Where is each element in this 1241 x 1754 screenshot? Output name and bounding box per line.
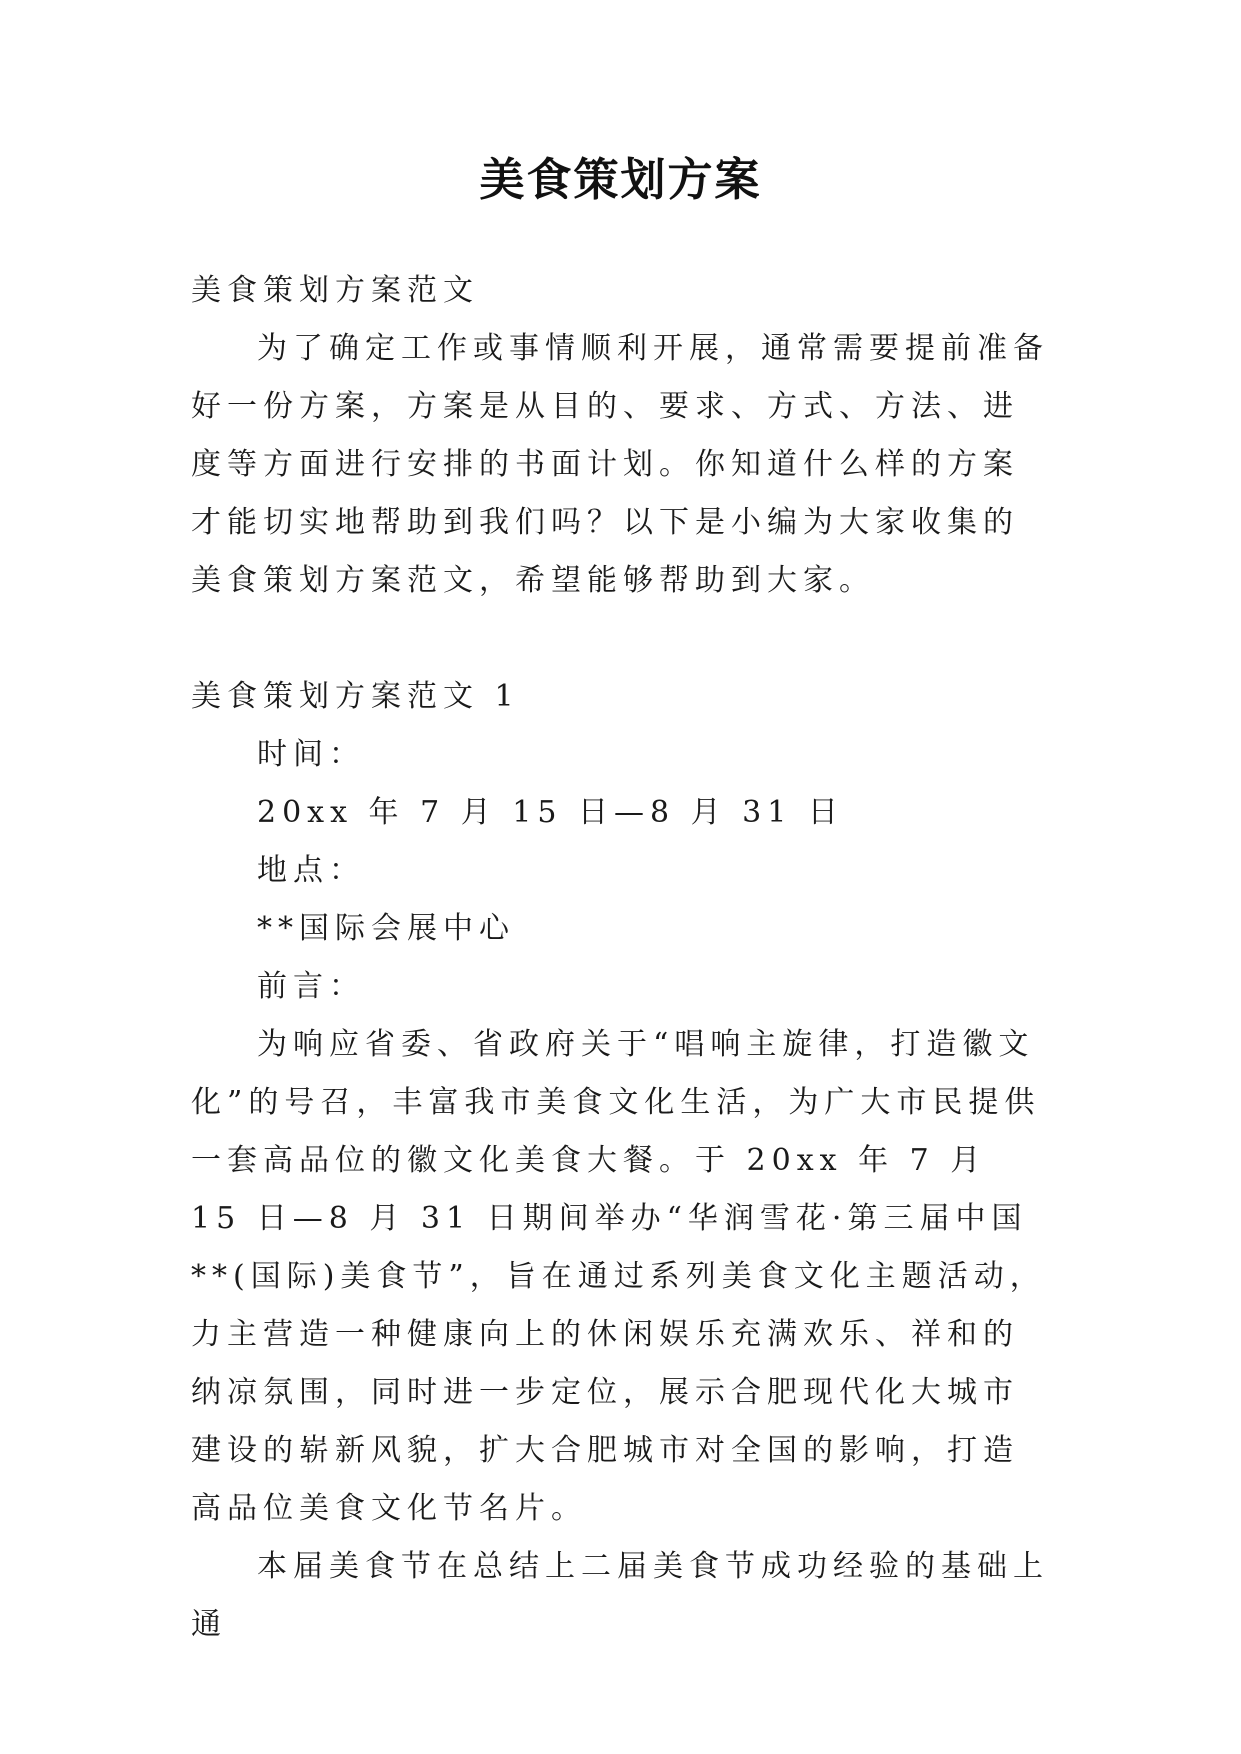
preface-paragraph: 为响应省委、省政府关于“唱响主旋律，打造徽文化”的号召，丰富我市美食文化生活，为广大市民提供一套高品位的徽文化美食大餐。于 20xx 年 7 月 15 日—8 月 31 日期间举办“华润雪花·第三届中国**(国际)美食节”，旨在通过系列美食文化主题活动，力主营造一种健康向上的休闲娱乐充满欢乐、祥和的纳凉氛围，同时进一步定位，展示合肥现代化大城市建设的崭新风貌，扩大合肥城市对全国的影响，打造高品位美食文化节名片。: [191, 1027, 1046, 1526]
document-body: [191, 262, 1051, 1654]
closing-paragraph: 本届美食节在总结上二届美食节成功经验的基础上通: [191, 1549, 1049, 1642]
time-value: 20xx 年 7 月 15 日—8 月 31 日: [257, 795, 844, 830]
place-value: **国际会展中心: [257, 911, 515, 946]
intro-heading: 美食策划方案范文: [191, 273, 479, 308]
section1-heading: 美食策划方案范文 1: [191, 679, 520, 714]
preface-label: 前言：: [257, 969, 365, 1004]
document-title: 美食策划方案: [479, 153, 762, 206]
paragraph-spacer: [191, 610, 1051, 668]
time-label: 时间：: [257, 737, 365, 772]
place-label: 地点：: [257, 853, 365, 888]
intro-paragraph: 为了确定工作或事情顺利开展，通常需要提前准备好一份方案，方案是从目的、要求、方式、方法、进度等方面进行安排的书面计划。你知道什么样的方案才能切实地帮助到我们吗？以下是小编为大家收集的美食策划方案范文，希望能够帮助到大家。: [191, 331, 1049, 598]
